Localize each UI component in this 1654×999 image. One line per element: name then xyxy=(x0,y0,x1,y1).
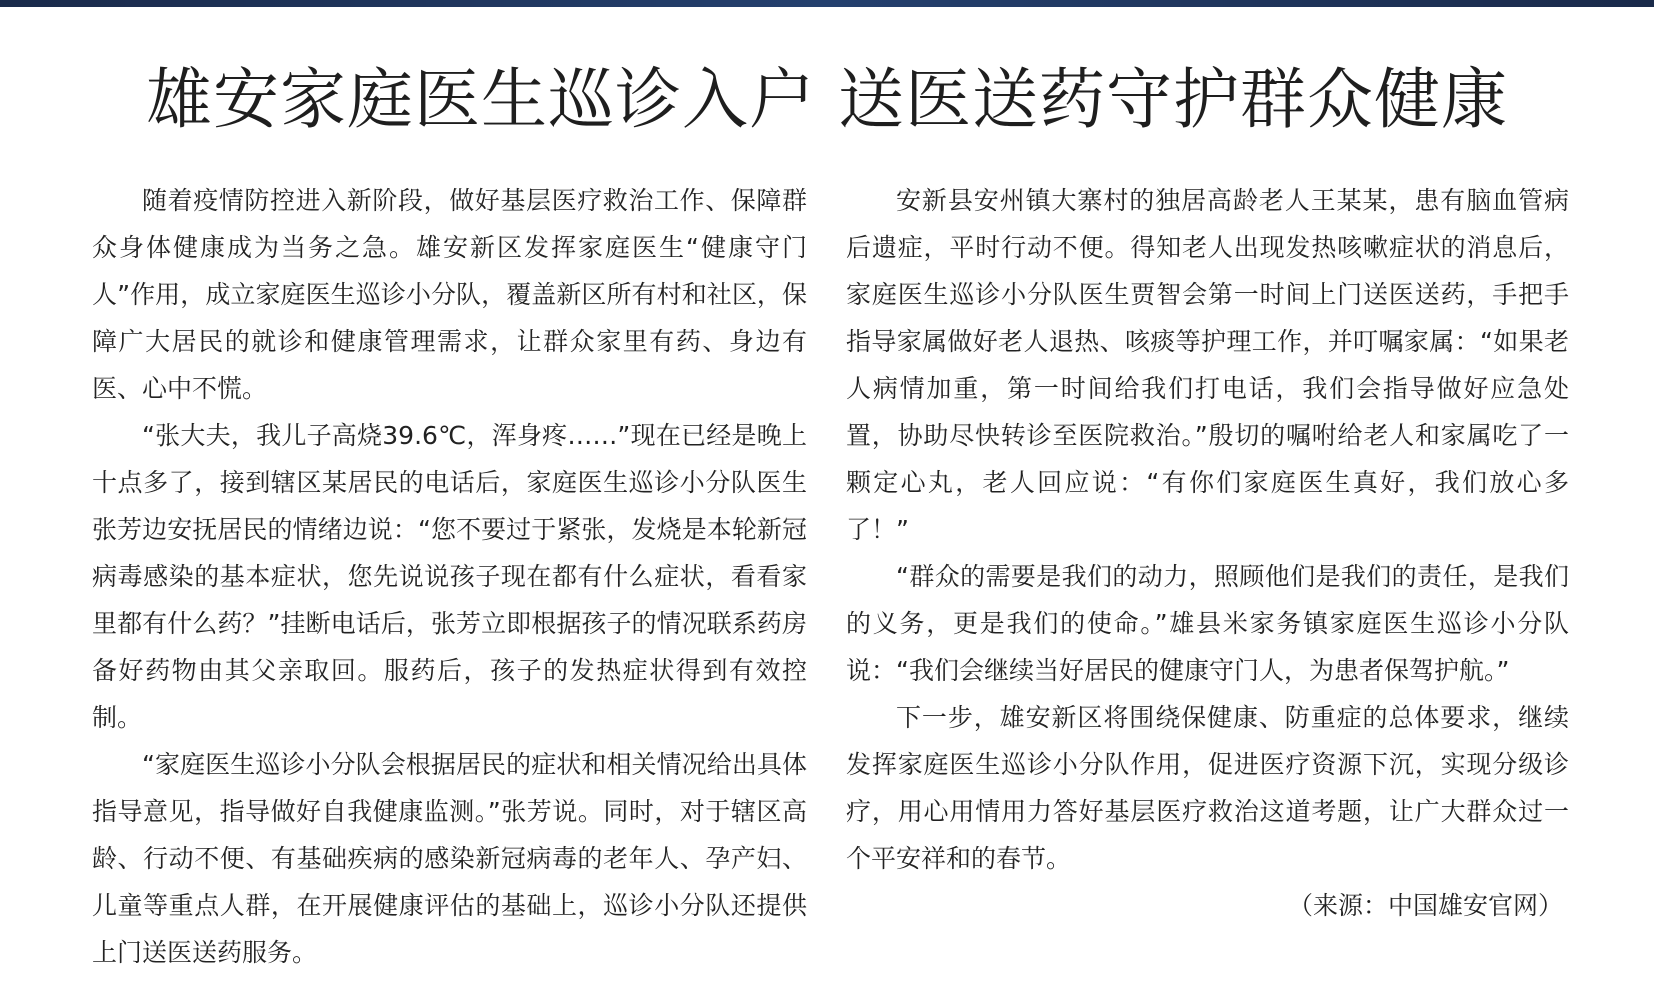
article-right-column xyxy=(846,177,1569,929)
article-source: （来源：中国雄安官网） xyxy=(1287,891,1563,920)
article-title: 雄安家庭医生巡诊入户 送医送药守护群众健康 xyxy=(146,61,1508,138)
paragraph: “张大夫，我儿子高烧39.6℃，浑身疼……”现在已经是晚上十点多了，接到辖区某居民的电话后，家庭医生巡诊小分队医生张芳边安抚居民的情绪边说：“您不要过于紧张，发烧是本轮新冠病毒感染的基本症状，您先说说孩子现在都有什么症状，看看家里都有什么药？”挂断电话后，张芳立即根据孩子的情况联系药房备好药物由其父亲取回。服药后，孩子的发热症状得到有效控制。 xyxy=(92,421,807,732)
top-banner-bar xyxy=(0,0,1654,7)
paragraph: 随着疫情防控进入新阶段，做好基层医疗救治工作、保障群众身体健康成为当务之急。雄安新区发挥家庭医生“健康守门人”作用，成立家庭医生巡诊小分队，覆盖新区所有村和社区，保障广大居民的就诊和健康管理需求，让群众家里有药、身边有医、心中不慌。 xyxy=(92,186,807,403)
paragraph: 下一步，雄安新区将围绕保健康、防重症的总体要求，继续发挥家庭医生巡诊小分队作用，促进医疗资源下沉，实现分级诊疗，用心用情用力答好基层医疗救治这道考题，让广大群众过一个平安祥和的春节。 xyxy=(846,703,1569,873)
paragraph: “家庭医生巡诊小分队会根据居民的症状和相关情况给出具体指导意见，指导做好自我健康监测。”张芳说。同时，对于辖区高龄、行动不便、有基础疾病的感染新冠病毒的老年人、孕产妇、儿童等重点人群，在开展健康评估的基础上，巡诊小分队还提供上门送医送药服务。 xyxy=(92,750,807,967)
paragraph: “群众的需要是我们的动力，照顾他们是我们的责任，是我们的义务，更是我们的使命。”雄县米家务镇家庭医生巡诊小分队说：“我们会继续当好居民的健康守门人，为患者保驾护航。” xyxy=(846,562,1569,685)
paragraph: 安新县安州镇大寨村的独居高龄老人王某某，患有脑血管病后遗症，平时行动不便。得知老人出现发热咳嗽症状的消息后，家庭医生巡诊小分队医生贾智会第一时间上门送医送药，手把手指导家属做好老人退热、咳痰等护理工作，并叮嘱家属：“如果老人病情加重，第一时间给我们打电话，我们会指导做好应急处置，协助尽快转诊至医院救治。”殷切的嘱咐给老人和家属吃了一颗定心丸，老人回应说：“有你们家庭医生真好，我们放心多了！” xyxy=(846,186,1569,544)
article-left-column xyxy=(92,177,807,976)
